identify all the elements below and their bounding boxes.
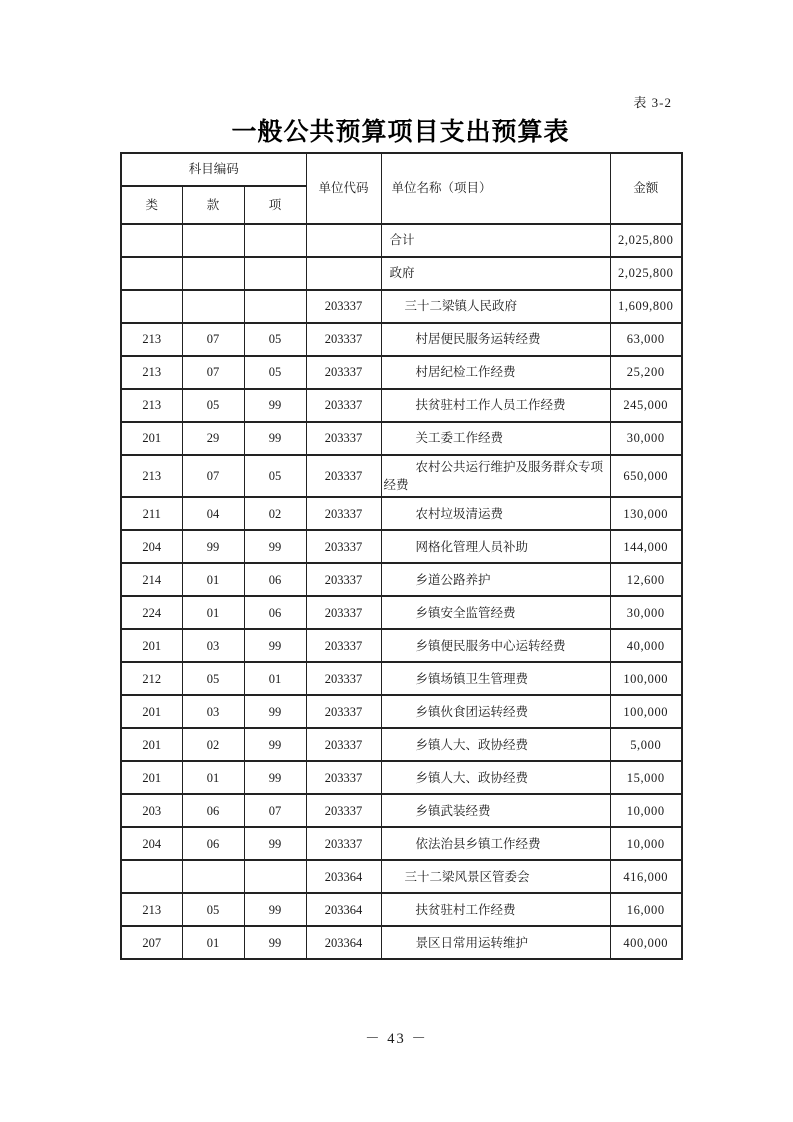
sub-item-code-cell [244, 860, 306, 893]
unit-name-cell: 农村垃圾清运费 [381, 497, 610, 530]
unit-name-cell: 三十二梁镇人民政府 [381, 290, 610, 323]
unit-name-cell: 乡镇伙食团运转经费 [381, 695, 610, 728]
unit-code-cell: 203337 [306, 827, 381, 860]
unit-name-cell: 乡镇安全监管经费 [381, 596, 610, 629]
table-row [121, 290, 682, 323]
unit-code-cell: 203337 [306, 794, 381, 827]
subject-code-header: 科目编码 [121, 153, 306, 186]
unit-name-cell: 乡镇武装经费 [381, 794, 610, 827]
table-row [121, 497, 682, 530]
unit-name-cell: 政府 [381, 257, 610, 290]
amount-cell: 5,000 [610, 728, 682, 761]
category-code-cell: 213 [121, 389, 182, 422]
sub-item-code-cell: 05 [244, 323, 306, 356]
sub-item-code-cell: 99 [244, 827, 306, 860]
unit-code-cell: 203337 [306, 290, 381, 323]
unit-code-cell: 203337 [306, 497, 381, 530]
sub-item-code-cell: 06 [244, 596, 306, 629]
item-code-cell [182, 224, 244, 257]
unit-name-header: 单位名称（项目） [381, 153, 610, 224]
amount-cell: 30,000 [610, 422, 682, 455]
sub-item-code-cell [244, 224, 306, 257]
unit-name-cell: 乡道公路养护 [381, 563, 610, 596]
item-header: 款 [182, 186, 244, 224]
category-code-cell: 203 [121, 794, 182, 827]
unit-code-cell: 203364 [306, 926, 381, 959]
table-row [121, 563, 682, 596]
unit-code-cell: 203337 [306, 596, 381, 629]
table-row [121, 827, 682, 860]
sub-item-code-cell: 99 [244, 530, 306, 563]
category-code-cell: 213 [121, 323, 182, 356]
category-code-cell: 212 [121, 662, 182, 695]
amount-cell: 100,000 [610, 695, 682, 728]
amount-cell: 100,000 [610, 662, 682, 695]
amount-header: 金额 [610, 153, 682, 224]
category-code-cell: 201 [121, 761, 182, 794]
table-row [121, 257, 682, 290]
table-header [121, 153, 682, 224]
unit-code-cell: 203337 [306, 455, 381, 497]
item-code-cell: 04 [182, 497, 244, 530]
header-row-main [121, 153, 682, 186]
unit-name-cell: 乡镇场镇卫生管理费 [381, 662, 610, 695]
amount-cell: 416,000 [610, 860, 682, 893]
item-code-cell: 06 [182, 827, 244, 860]
sub-item-code-cell: 07 [244, 794, 306, 827]
item-code-cell: 03 [182, 629, 244, 662]
unit-name-cell: 扶贫驻村工作人员工作经费 [381, 389, 610, 422]
item-code-cell: 01 [182, 761, 244, 794]
table-row [121, 728, 682, 761]
table-row [121, 224, 682, 257]
table-row [121, 662, 682, 695]
category-code-cell: 213 [121, 356, 182, 389]
amount-cell: 40,000 [610, 629, 682, 662]
item-code-cell: 06 [182, 794, 244, 827]
unit-code-header: 单位代码 [306, 153, 381, 224]
amount-cell: 63,000 [610, 323, 682, 356]
unit-code-cell: 203337 [306, 422, 381, 455]
item-code-cell: 07 [182, 323, 244, 356]
unit-code-cell: 203364 [306, 893, 381, 926]
amount-cell: 144,000 [610, 530, 682, 563]
unit-code-cell: 203337 [306, 761, 381, 794]
item-code-cell [182, 257, 244, 290]
unit-code-cell: 203364 [306, 860, 381, 893]
amount-cell: 245,000 [610, 389, 682, 422]
unit-name-cell: 网格化管理人员补助 [381, 530, 610, 563]
table-tag: 表 3-2 [633, 95, 672, 110]
amount-cell: 400,000 [610, 926, 682, 959]
unit-name-cell: 三十二梁风景区管委会 [381, 860, 610, 893]
unit-name-cell: 村居便民服务运转经费 [381, 323, 610, 356]
unit-name-cell: 乡镇人大、政协经费 [381, 728, 610, 761]
table-row [121, 389, 682, 422]
sub-item-code-cell: 99 [244, 389, 306, 422]
item-code-cell: 05 [182, 662, 244, 695]
unit-name-cell: 依法治县乡镇工作经费 [381, 827, 610, 860]
sub-item-code-cell [244, 257, 306, 290]
category-code-cell: 204 [121, 827, 182, 860]
sub-item-code-cell: 99 [244, 422, 306, 455]
item-code-cell: 03 [182, 695, 244, 728]
category-code-cell [121, 224, 182, 257]
unit-name-cell: 村居纪检工作经费 [381, 356, 610, 389]
table-row [121, 596, 682, 629]
sub-item-code-cell: 99 [244, 695, 306, 728]
item-code-cell: 01 [182, 596, 244, 629]
category-code-cell: 224 [121, 596, 182, 629]
sub-item-code-cell [244, 290, 306, 323]
amount-cell: 10,000 [610, 827, 682, 860]
sub-item-code-cell: 05 [244, 356, 306, 389]
budget-table [120, 152, 683, 960]
unit-code-cell: 203337 [306, 662, 381, 695]
sub-item-code-cell: 99 [244, 629, 306, 662]
item-code-cell: 99 [182, 530, 244, 563]
category-header: 类 [121, 186, 182, 224]
unit-name-cell: 农村公共运行维护及服务群众专项经费 [381, 455, 610, 497]
unit-name-cell: 乡镇人大、政协经费 [381, 761, 610, 794]
unit-code-cell: 203337 [306, 323, 381, 356]
table-row [121, 455, 682, 497]
amount-cell: 12,600 [610, 563, 682, 596]
unit-code-cell: 203337 [306, 695, 381, 728]
amount-cell: 10,000 [610, 794, 682, 827]
sub-item-code-cell: 02 [244, 497, 306, 530]
category-code-cell: 201 [121, 629, 182, 662]
item-code-cell [182, 290, 244, 323]
category-code-cell: 213 [121, 455, 182, 497]
category-code-cell: 211 [121, 497, 182, 530]
item-code-cell: 05 [182, 389, 244, 422]
table-row [121, 422, 682, 455]
unit-name-cell: 乡镇便民服务中心运转经费 [381, 629, 610, 662]
category-code-cell: 201 [121, 422, 182, 455]
sub-item-code-cell: 99 [244, 728, 306, 761]
sub-item-header: 项 [244, 186, 306, 224]
page-title: 一般公共预算项目支出预算表 [231, 118, 570, 146]
table-row [121, 794, 682, 827]
table-row [121, 356, 682, 389]
sub-item-code-cell: 05 [244, 455, 306, 497]
table-row [121, 926, 682, 959]
sub-item-code-cell: 99 [244, 761, 306, 794]
amount-cell: 16,000 [610, 893, 682, 926]
unit-name-cell: 景区日常用运转维护 [381, 926, 610, 959]
amount-cell: 130,000 [610, 497, 682, 530]
item-code-cell: 05 [182, 893, 244, 926]
category-code-cell: 213 [121, 893, 182, 926]
item-code-cell: 07 [182, 455, 244, 497]
sub-item-code-cell: 99 [244, 893, 306, 926]
table-row [121, 695, 682, 728]
unit-code-cell: 203337 [306, 389, 381, 422]
unit-name-cell: 扶贫驻村工作经费 [381, 893, 610, 926]
page-number: － 43 － [365, 1031, 428, 1047]
amount-cell: 650,000 [610, 455, 682, 497]
sub-item-code-cell: 99 [244, 926, 306, 959]
unit-code-cell: 203337 [306, 530, 381, 563]
unit-code-cell [306, 257, 381, 290]
item-code-cell [182, 860, 244, 893]
table-row [121, 761, 682, 794]
sub-item-code-cell: 01 [244, 662, 306, 695]
amount-cell: 1,609,800 [610, 290, 682, 323]
table-row [121, 860, 682, 893]
item-code-cell: 01 [182, 926, 244, 959]
unit-code-cell: 203337 [306, 728, 381, 761]
table-body [121, 224, 682, 959]
unit-name-cell: 合计 [381, 224, 610, 257]
unit-code-cell: 203337 [306, 356, 381, 389]
table-row [121, 629, 682, 662]
table-row [121, 893, 682, 926]
amount-cell: 2,025,800 [610, 224, 682, 257]
item-code-cell: 07 [182, 356, 244, 389]
item-code-cell: 01 [182, 563, 244, 596]
table-row [121, 323, 682, 356]
amount-cell: 2,025,800 [610, 257, 682, 290]
category-code-cell: 201 [121, 728, 182, 761]
table-row [121, 530, 682, 563]
unit-name-cell: 关工委工作经费 [381, 422, 610, 455]
unit-code-cell: 203337 [306, 563, 381, 596]
item-code-cell: 29 [182, 422, 244, 455]
amount-cell: 25,200 [610, 356, 682, 389]
category-code-cell: 214 [121, 563, 182, 596]
category-code-cell: 207 [121, 926, 182, 959]
category-code-cell [121, 257, 182, 290]
unit-code-cell: 203337 [306, 629, 381, 662]
amount-cell: 30,000 [610, 596, 682, 629]
category-code-cell: 204 [121, 530, 182, 563]
category-code-cell [121, 860, 182, 893]
category-code-cell [121, 290, 182, 323]
item-code-cell: 02 [182, 728, 244, 761]
sub-item-code-cell: 06 [244, 563, 306, 596]
unit-code-cell [306, 224, 381, 257]
amount-cell: 15,000 [610, 761, 682, 794]
category-code-cell: 201 [121, 695, 182, 728]
